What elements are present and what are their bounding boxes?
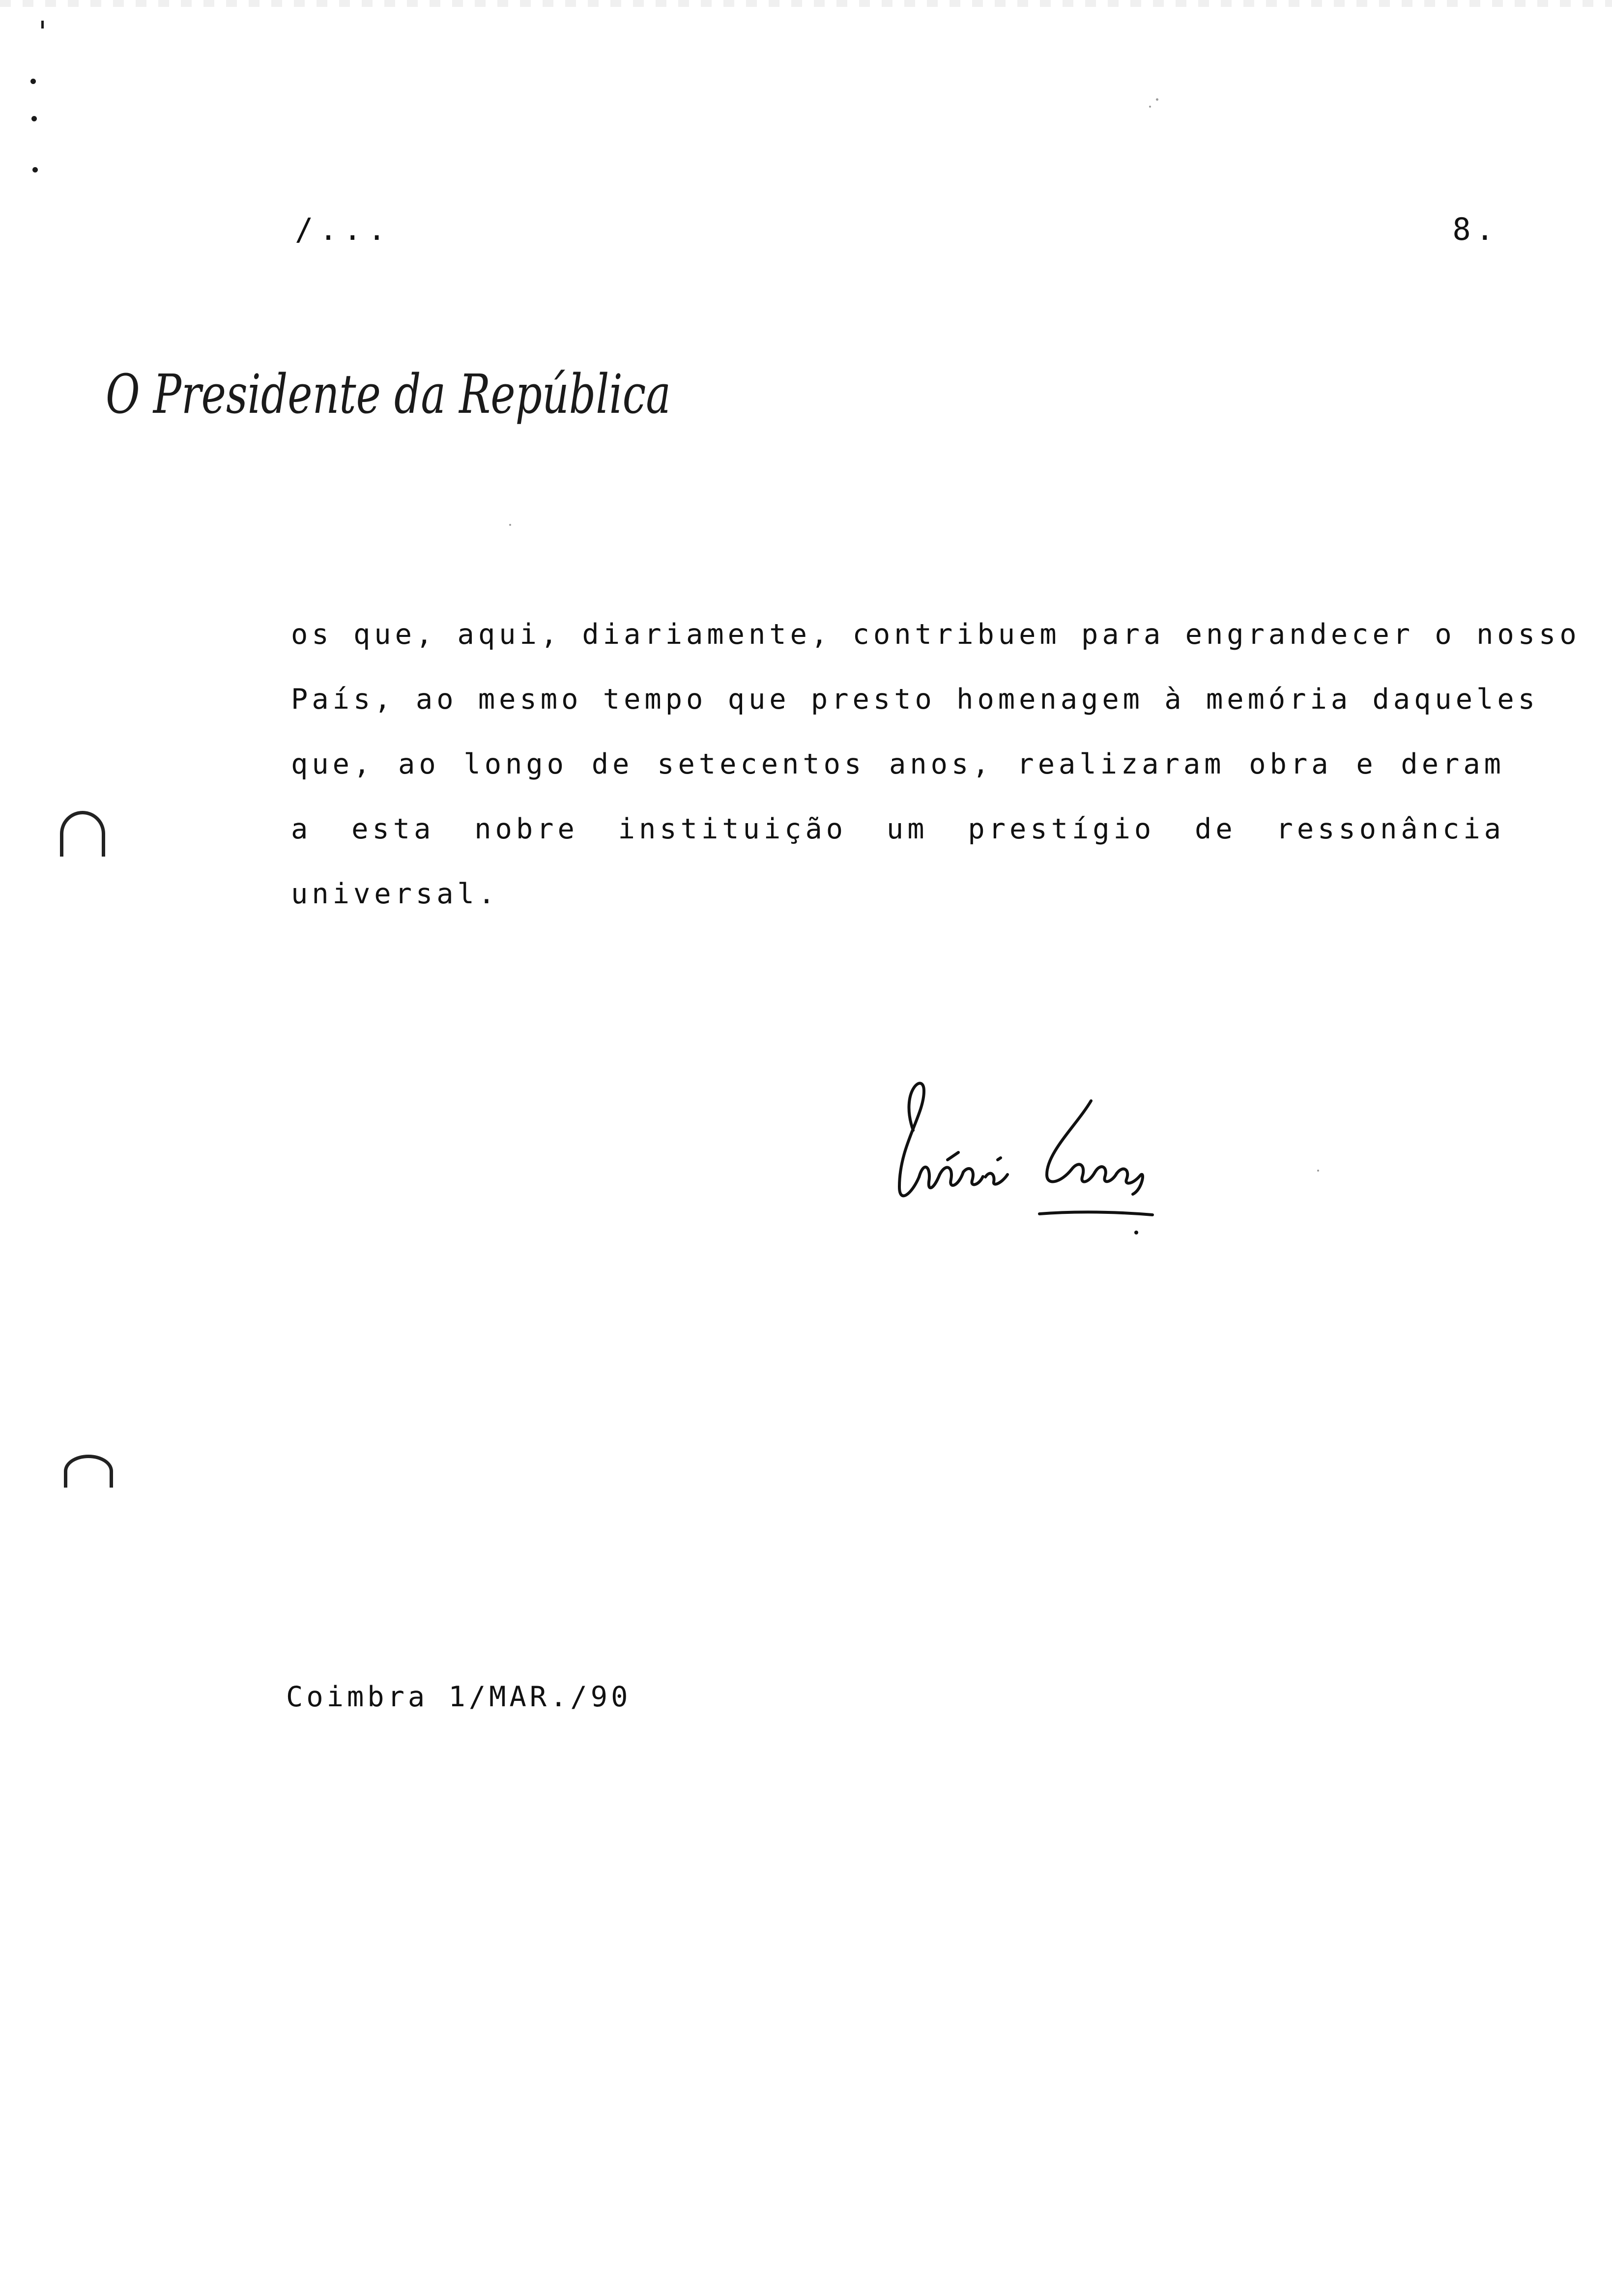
scan-speck [1156, 98, 1158, 101]
body-line: a esta nobre instituição um prestígio de ressonância [291, 813, 1505, 845]
body-line: País, ao mesmo tempo que presto homenagem à memória daqueles [291, 683, 1539, 716]
scan-speck [1317, 1170, 1319, 1172]
binder-ring-mark [64, 1455, 113, 1488]
body-line: os que, aqui, diariamente, contribuem para engrandecer o nosso [291, 618, 1581, 651]
handwritten-signature [885, 1071, 1160, 1268]
punch-mark [31, 116, 37, 121]
punch-mark [30, 79, 36, 84]
continuation-marker: /... [295, 211, 392, 247]
scan-speck [509, 524, 511, 526]
place-and-date: Coimbra 1/MAR./90 [286, 1681, 632, 1713]
punch-mark [32, 167, 38, 172]
letterhead-text: O Presidente da República [106, 363, 671, 426]
page-number: 8. [1452, 211, 1499, 247]
scan-speck [1149, 106, 1151, 108]
binder-ring-mark [60, 811, 105, 857]
letterhead [101, 344, 681, 442]
scan-edge-artifact [0, 0, 1612, 7]
body-line: universal. [291, 878, 499, 910]
body-line: que, ao longo de setecentos anos, realizaram obra e deram [291, 748, 1505, 780]
punch-mark [41, 21, 44, 29]
letter-body [291, 602, 1581, 926]
